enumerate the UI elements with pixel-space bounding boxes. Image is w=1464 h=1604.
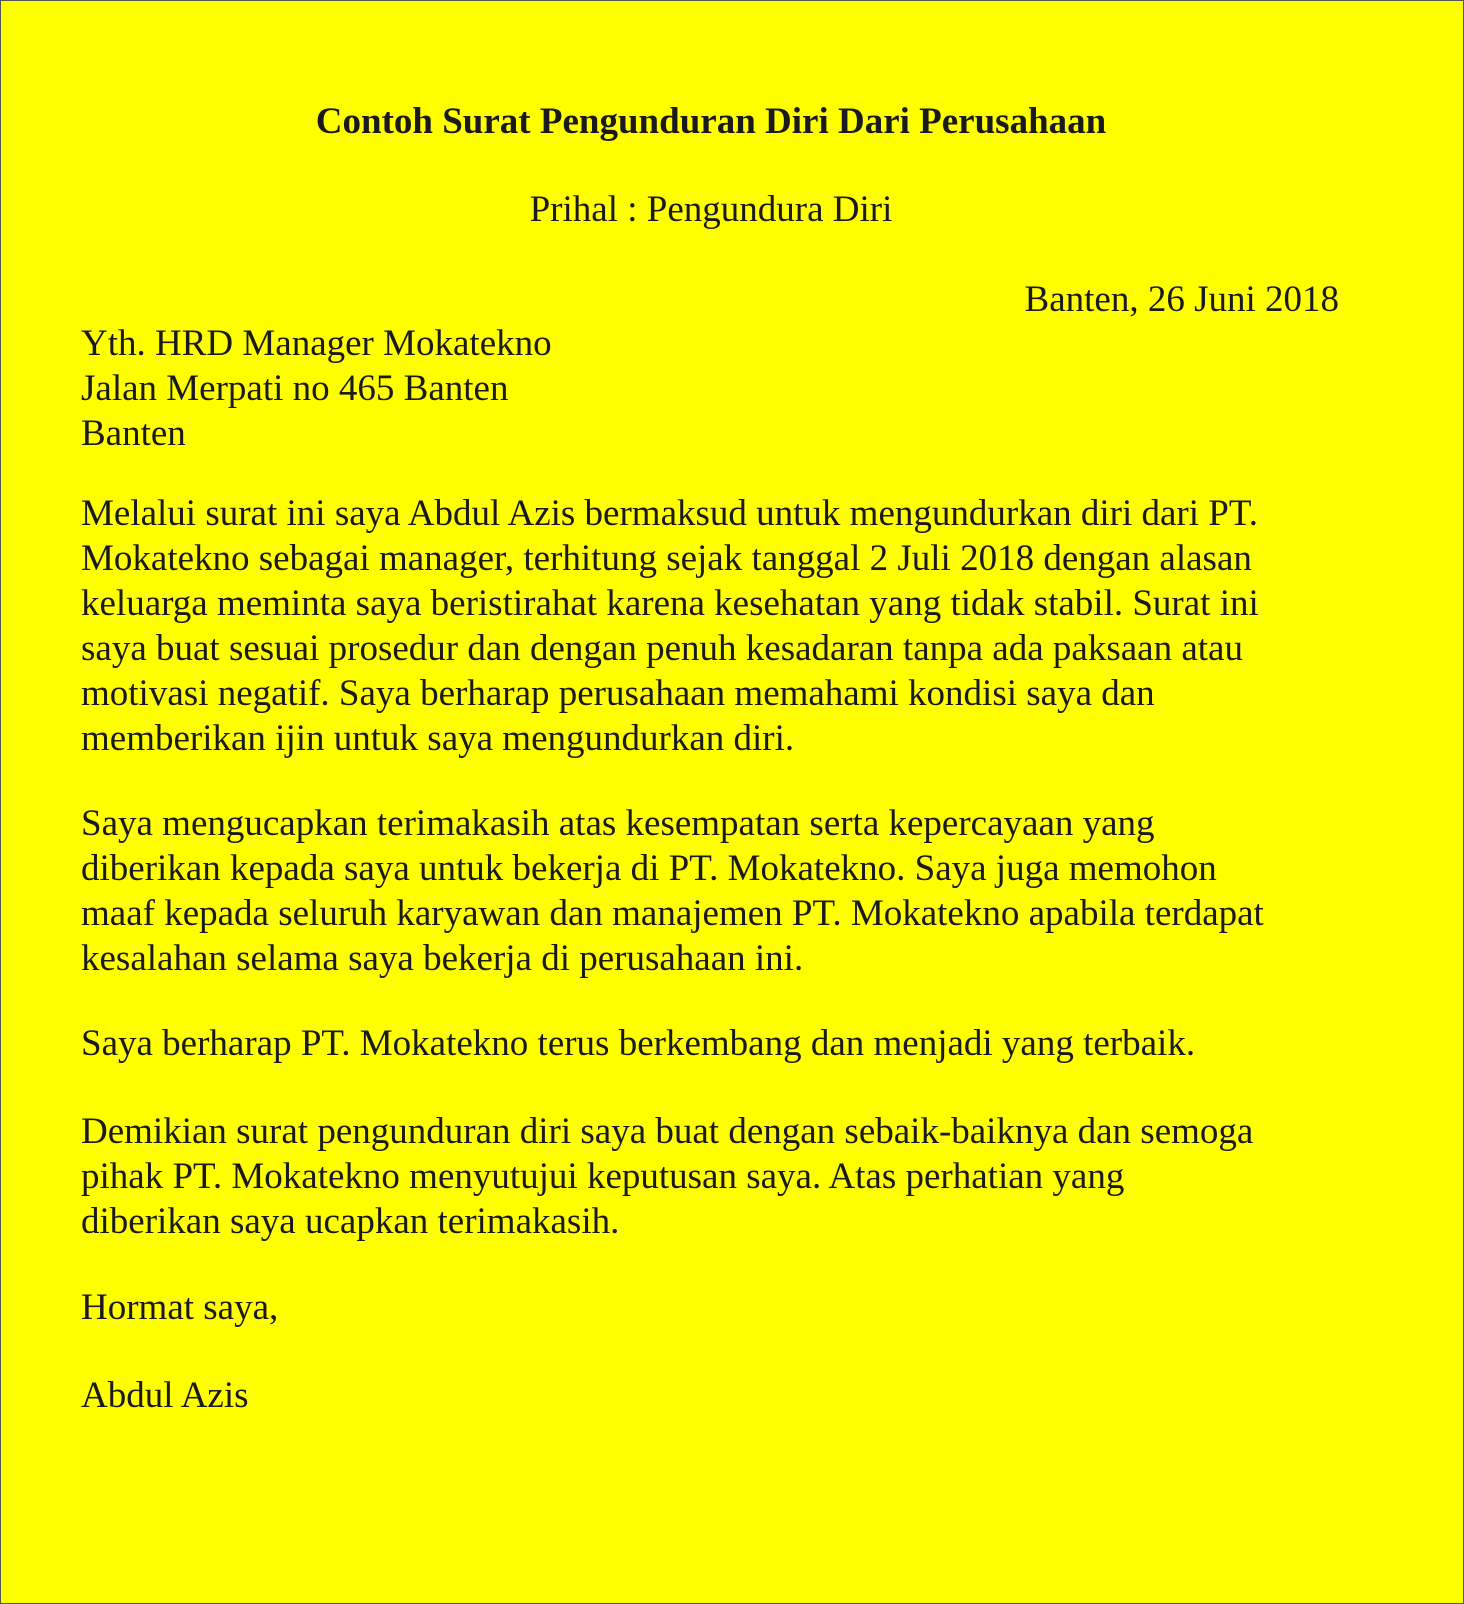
paragraph-line: motivasi negatif. Saya berharap perusahaan memahami kondisi saya dan bbox=[81, 673, 1155, 714]
recipient-block bbox=[81, 321, 552, 456]
letter-title: Contoh Surat Pengunduran Diri Dari Perusahaan bbox=[315, 101, 1107, 142]
paragraph-line: kesalahan selama saya bekerja di perusahaan ini. bbox=[81, 938, 804, 979]
paragraph-line: diberikan saya ucapkan terimakasih. bbox=[81, 1201, 620, 1242]
letter-date: Banten, 26 Juni 2018 bbox=[1024, 279, 1339, 320]
paragraph-line: Saya mengucapkan terimakasih atas kesempatan serta kepercayaan yang bbox=[81, 803, 1155, 844]
paragraph-line: diberikan kepada saya untuk bekerja di PT. Mokatekno. Saya juga memohon bbox=[81, 848, 1217, 889]
body-paragraph-1 bbox=[81, 491, 1259, 761]
recipient-line: Banten bbox=[81, 413, 186, 454]
paragraph-line: Melalui surat ini saya Abdul Azis bermaksud untuk mengundurkan diri dari PT. bbox=[81, 493, 1258, 534]
recipient-line: Jalan Merpati no 465 Banten bbox=[81, 368, 509, 409]
body-paragraph-2 bbox=[81, 801, 1264, 981]
paragraph-line: memberikan ijin untuk saya mengundurkan diri. bbox=[81, 718, 795, 759]
body-paragraph-4 bbox=[81, 1109, 1253, 1244]
paragraph-line: maaf kepada seluruh karyawan dan manajemen PT. Mokatekno apabila terdapat bbox=[81, 893, 1264, 934]
paragraph-line: Mokatekno sebagai manager, terhitung sejak tanggal 2 Juli 2018 dengan alasan bbox=[81, 538, 1252, 579]
letter-subject: Prihal : Pengundura Diri bbox=[529, 189, 893, 230]
signature-name: Abdul Azis bbox=[81, 1375, 249, 1416]
body-paragraph-3 bbox=[81, 1021, 1195, 1066]
paragraph-line: Demikian surat pengunduran diri saya buat dengan sebaik-baiknya dan semoga bbox=[81, 1111, 1254, 1152]
paragraph-line: pihak PT. Mokatekno menyutujui keputusan saya. Atas perhatian yang bbox=[81, 1156, 1125, 1197]
closing-salutation: Hormat saya, bbox=[81, 1287, 279, 1328]
paragraph-line: saya buat sesuai prosedur dan dengan penuh kesadaran tanpa ada paksaan atau bbox=[81, 628, 1243, 669]
recipient-line: Yth. HRD Manager Mokatekno bbox=[81, 323, 552, 364]
paragraph-line: keluarga meminta saya beristirahat karena kesehatan yang tidak stabil. Surat ini bbox=[81, 583, 1259, 624]
paragraph-line: Saya berharap PT. Mokatekno terus berkembang dan menjadi yang terbaik. bbox=[81, 1023, 1196, 1064]
